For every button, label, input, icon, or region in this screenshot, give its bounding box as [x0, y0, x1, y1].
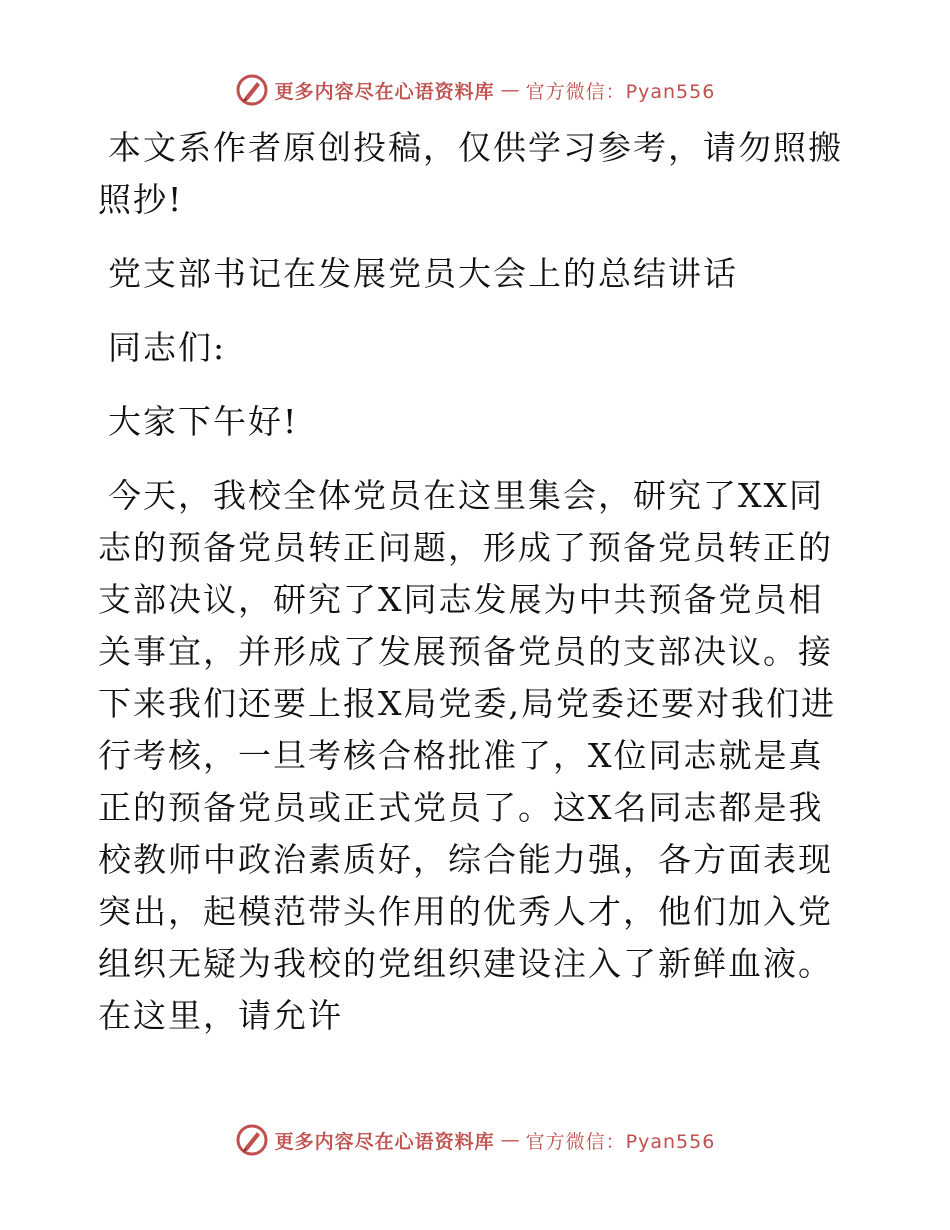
footer-banner	[0, 1120, 950, 1160]
header-banner	[0, 70, 950, 110]
banner-contact: 官方微信：Pyan556	[525, 80, 716, 103]
banner-separator: —	[500, 79, 520, 101]
document-title: 党支部书记在发展党员大会上的总结讲话	[108, 254, 738, 293]
salutation: 同志们:	[108, 328, 227, 367]
greeting: 大家下午好!	[108, 402, 299, 441]
notice-paragraph: 本文系作者原创投稿，仅供学习参考，请勿照搬照抄!	[98, 128, 843, 219]
banner-brand: 更多内容尽在心语资料库	[274, 80, 495, 103]
banner-separator: —	[500, 1129, 520, 1151]
pen-logo-icon	[235, 1123, 269, 1157]
pen-logo-icon	[235, 73, 269, 107]
document-body	[98, 122, 858, 1042]
banner-contact: 官方微信：Pyan556	[525, 1130, 716, 1153]
body-paragraph: 今天，我校全体党员在这里集会，研究了XX同志的预备党员转正问题，形成了预备党员转正的支部决议，研究了X同志发展为中共预备党员相关事宜，并形成了发展预备党员的支部决议。接下来我们还要上报X局党委,局党委还要对我们进行考核，一旦考核合格批准了，X位同志就是真正的预备党员或正式党员了。这X名同志都是我校教师中政治素质好，综合能力强，各方面表现突出，起模范带头作用的优秀人才，他们加入党组织无疑为我校的党组织建设注入了新鲜血液。在这里，请允许	[98, 476, 836, 1035]
banner-brand: 更多内容尽在心语资料库	[274, 1130, 495, 1153]
